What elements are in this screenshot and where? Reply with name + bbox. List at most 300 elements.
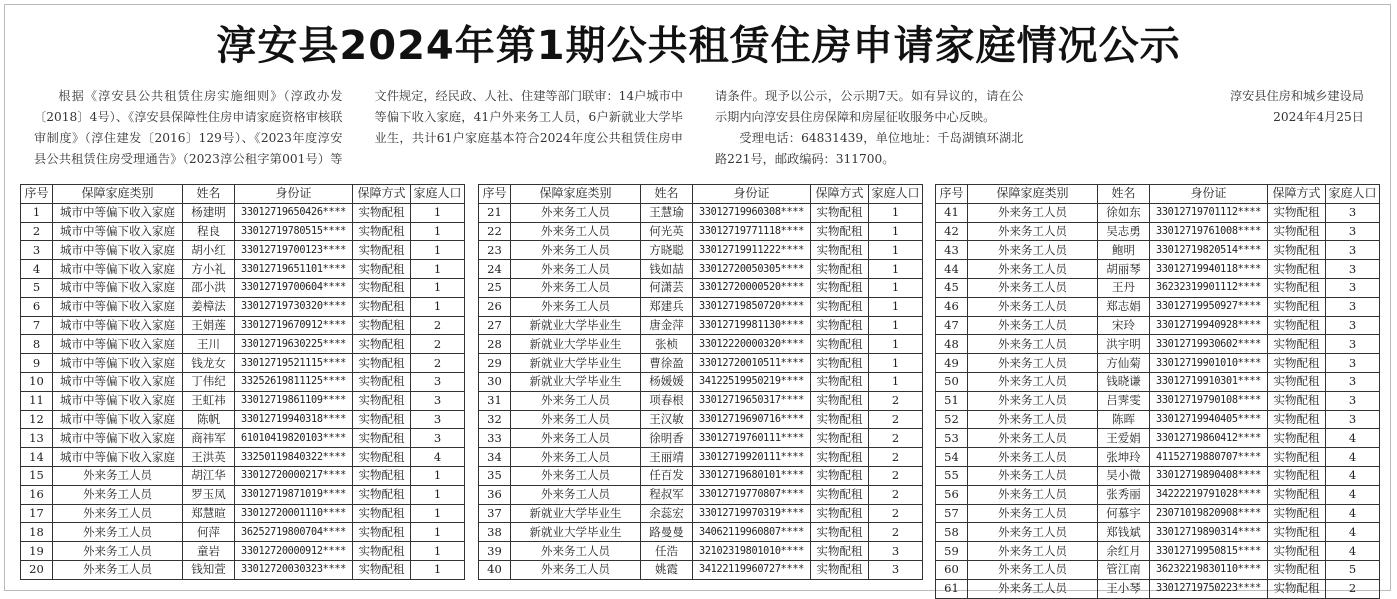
id-number-cell: 33012719651101****	[235, 260, 353, 279]
category-cell: 城市中等偏下收入家庭	[53, 278, 183, 297]
category-cell: 外来务工人员	[511, 222, 641, 241]
name-cell: 方晓聪	[641, 241, 693, 260]
name-cell: 王丽靖	[641, 448, 693, 467]
table-row	[21, 354, 465, 373]
household-size-cell: 2	[869, 504, 923, 523]
row-number: 30	[479, 372, 511, 391]
name-cell: 程良	[183, 222, 235, 241]
row-number: 22	[479, 222, 511, 241]
id-number-cell: 33012720010511****	[693, 354, 811, 373]
notice-text	[34, 86, 1364, 170]
id-number-cell: 33250119840322****	[235, 448, 353, 467]
category-cell: 城市中等偏下收入家庭	[53, 372, 183, 391]
column-header: 身份证	[1150, 185, 1268, 204]
household-size-cell: 2	[869, 466, 923, 485]
category-cell: 外来务工人员	[968, 523, 1098, 542]
household-size-cell: 3	[1326, 297, 1380, 316]
method-cell: 实物配租	[1268, 410, 1326, 429]
id-number-cell: 41152719880707****	[1150, 448, 1268, 467]
name-cell: 吴志勇	[1098, 222, 1150, 241]
row-number: 60	[936, 560, 968, 579]
category-cell: 外来务工人员	[968, 560, 1098, 579]
method-cell: 实物配租	[353, 523, 411, 542]
household-size-cell: 2	[869, 429, 923, 448]
method-cell: 实物配租	[353, 278, 411, 297]
household-size-cell: 3	[1326, 222, 1380, 241]
method-cell: 实物配租	[353, 222, 411, 241]
table-row	[479, 241, 923, 260]
category-cell: 城市中等偏下收入家庭	[53, 410, 183, 429]
column-header: 身份证	[693, 185, 811, 204]
row-number: 28	[479, 335, 511, 354]
table-row	[21, 466, 465, 485]
row-number: 14	[21, 448, 53, 467]
name-cell: 路曼曼	[641, 523, 693, 542]
id-number-cell: 33012719950815****	[1150, 542, 1268, 561]
table-row	[21, 504, 465, 523]
category-cell: 外来务工人员	[968, 203, 1098, 222]
name-cell: 方小礼	[183, 260, 235, 279]
household-size-cell: 3	[1326, 260, 1380, 279]
id-number-cell: 33012719700604****	[235, 278, 353, 297]
table-header-row	[479, 185, 923, 204]
household-size-cell: 4	[1326, 466, 1380, 485]
category-cell: 外来务工人员	[53, 560, 183, 579]
household-size-cell: 1	[411, 485, 465, 504]
column-header: 保障家庭类别	[511, 185, 641, 204]
category-cell: 外来务工人员	[511, 278, 641, 297]
table-row	[936, 335, 1380, 354]
household-size-cell: 3	[1326, 203, 1380, 222]
id-number-cell: 33012719521115****	[235, 354, 353, 373]
category-cell: 城市中等偏下收入家庭	[53, 260, 183, 279]
household-size-cell: 1	[411, 241, 465, 260]
method-cell: 实物配租	[811, 297, 869, 316]
id-number-cell: 33012719901010****	[1150, 354, 1268, 373]
table-row	[479, 542, 923, 561]
id-number-cell: 33012719780515****	[235, 222, 353, 241]
row-number: 48	[936, 335, 968, 354]
household-size-cell: 5	[1326, 560, 1380, 579]
row-number: 46	[936, 297, 968, 316]
category-cell: 外来务工人员	[511, 485, 641, 504]
method-cell: 实物配租	[353, 410, 411, 429]
method-cell: 实物配租	[353, 316, 411, 335]
category-cell: 城市中等偏下收入家庭	[53, 391, 183, 410]
method-cell: 实物配租	[811, 335, 869, 354]
method-cell: 实物配租	[1268, 222, 1326, 241]
name-cell: 童岩	[183, 542, 235, 561]
category-cell: 城市中等偏下收入家庭	[53, 448, 183, 467]
row-number: 40	[479, 560, 511, 579]
table-row	[21, 448, 465, 467]
household-size-cell: 4	[1326, 504, 1380, 523]
table-row	[479, 372, 923, 391]
row-number: 26	[479, 297, 511, 316]
name-cell: 胡丽琴	[1098, 260, 1150, 279]
id-number-cell: 33012719690716****	[693, 410, 811, 429]
category-cell: 城市中等偏下收入家庭	[53, 429, 183, 448]
row-number: 19	[21, 542, 53, 561]
method-cell: 实物配租	[353, 466, 411, 485]
method-cell: 实物配租	[1268, 372, 1326, 391]
table-row	[21, 316, 465, 335]
name-cell: 姜樟法	[183, 297, 235, 316]
method-cell: 实物配租	[1268, 579, 1326, 598]
name-cell: 胡江华	[183, 466, 235, 485]
household-size-cell: 1	[411, 222, 465, 241]
column-header: 家庭人口	[869, 185, 923, 204]
id-number-cell: 33012719770807****	[693, 485, 811, 504]
household-size-cell: 1	[869, 297, 923, 316]
row-number: 42	[936, 222, 968, 241]
id-number-cell: 33012719940405****	[1150, 410, 1268, 429]
row-number: 2	[21, 222, 53, 241]
method-cell: 实物配租	[1268, 466, 1326, 485]
category-cell: 城市中等偏下收入家庭	[53, 203, 183, 222]
id-number-cell: 33012720000217****	[235, 466, 353, 485]
household-size-cell: 3	[1326, 316, 1380, 335]
name-cell: 何萍	[183, 523, 235, 542]
household-size-cell: 3	[411, 429, 465, 448]
method-cell: 实物配租	[811, 429, 869, 448]
method-cell: 实物配租	[1268, 523, 1326, 542]
row-number: 35	[479, 466, 511, 485]
method-cell: 实物配租	[1268, 316, 1326, 335]
id-number-cell: 32102319801010****	[693, 542, 811, 561]
id-number-cell: 33012719890314****	[1150, 523, 1268, 542]
name-cell: 何潇芸	[641, 278, 693, 297]
id-number-cell: 33012719861109****	[235, 391, 353, 410]
id-number-cell: 33012719960308****	[693, 203, 811, 222]
name-cell: 钱知萱	[183, 560, 235, 579]
category-cell: 新就业大学毕业生	[511, 504, 641, 523]
row-number: 54	[936, 448, 968, 467]
table-header-row	[21, 185, 465, 204]
id-number-cell: 33012719820514****	[1150, 241, 1268, 260]
category-cell: 外来务工人员	[511, 203, 641, 222]
table-row	[479, 466, 923, 485]
category-cell: 外来务工人员	[968, 542, 1098, 561]
row-number: 32	[479, 410, 511, 429]
row-number: 52	[936, 410, 968, 429]
method-cell: 实物配租	[353, 391, 411, 410]
method-cell: 实物配租	[811, 241, 869, 260]
row-number: 53	[936, 429, 968, 448]
table-row	[936, 372, 1380, 391]
row-number: 36	[479, 485, 511, 504]
table-row	[479, 222, 923, 241]
column-header: 姓名	[183, 185, 235, 204]
method-cell: 实物配租	[1268, 354, 1326, 373]
id-number-cell: 33012720050305****	[693, 260, 811, 279]
id-number-cell: 33012719630225****	[235, 335, 353, 354]
table-row	[479, 297, 923, 316]
category-cell: 外来务工人员	[968, 448, 1098, 467]
row-number: 15	[21, 466, 53, 485]
row-number: 29	[479, 354, 511, 373]
name-cell: 余蕊宏	[641, 504, 693, 523]
column-header: 姓名	[1098, 185, 1150, 204]
name-cell: 杨媛媛	[641, 372, 693, 391]
name-cell: 徐如东	[1098, 203, 1150, 222]
table-row	[936, 410, 1380, 429]
household-size-cell: 1	[411, 260, 465, 279]
table-row	[936, 203, 1380, 222]
category-cell: 外来务工人员	[511, 297, 641, 316]
household-size-cell: 4	[1326, 448, 1380, 467]
category-cell: 外来务工人员	[511, 241, 641, 260]
table-row	[479, 354, 923, 373]
id-number-cell: 33012719650426****	[235, 203, 353, 222]
row-number: 34	[479, 448, 511, 467]
name-cell: 王洪英	[183, 448, 235, 467]
table-row	[936, 485, 1380, 504]
row-number: 3	[21, 241, 53, 260]
category-cell: 外来务工人员	[511, 391, 641, 410]
id-number-cell: 34222219791028****	[1150, 485, 1268, 504]
id-number-cell: 33012719970319****	[693, 504, 811, 523]
category-cell: 外来务工人员	[968, 241, 1098, 260]
id-number-cell: 33012719680101****	[693, 466, 811, 485]
row-number: 12	[21, 410, 53, 429]
row-number: 33	[479, 429, 511, 448]
column-header: 保障方式	[811, 185, 869, 204]
category-cell: 外来务工人员	[968, 579, 1098, 598]
table-row	[479, 448, 923, 467]
row-number: 11	[21, 391, 53, 410]
category-cell: 城市中等偏下收入家庭	[53, 297, 183, 316]
name-cell: 王虹祎	[183, 391, 235, 410]
column-header: 家庭人口	[1326, 185, 1380, 204]
id-number-cell: 34062119960807****	[693, 523, 811, 542]
name-cell: 吕霁雯	[1098, 391, 1150, 410]
row-number: 58	[936, 523, 968, 542]
household-size-cell: 4	[1326, 429, 1380, 448]
household-size-cell: 1	[869, 241, 923, 260]
table-row	[479, 429, 923, 448]
id-number-cell: 33012720000520****	[693, 278, 811, 297]
household-size-cell: 3	[1326, 372, 1380, 391]
method-cell: 实物配租	[811, 278, 869, 297]
table-row	[936, 297, 1380, 316]
method-cell: 实物配租	[353, 203, 411, 222]
id-number-cell: 33012719981130****	[693, 316, 811, 335]
category-cell: 新就业大学毕业生	[511, 372, 641, 391]
name-cell: 王小琴	[1098, 579, 1150, 598]
household-size-cell: 1	[869, 372, 923, 391]
method-cell: 实物配租	[1268, 429, 1326, 448]
household-size-cell: 3	[1326, 391, 1380, 410]
table-row	[936, 429, 1380, 448]
id-number-cell: 33012719910301****	[1150, 372, 1268, 391]
column-header: 保障家庭类别	[53, 185, 183, 204]
name-cell: 张桢	[641, 335, 693, 354]
id-number-cell: 33012719890408****	[1150, 466, 1268, 485]
table-row	[21, 523, 465, 542]
table-row	[936, 260, 1380, 279]
method-cell: 实物配租	[353, 241, 411, 260]
household-size-cell: 2	[869, 523, 923, 542]
row-number: 9	[21, 354, 53, 373]
household-size-cell: 2	[869, 485, 923, 504]
row-number: 1	[21, 203, 53, 222]
id-number-cell: 34122119960727****	[693, 560, 811, 579]
name-cell: 郑志娟	[1098, 297, 1150, 316]
table-row	[21, 297, 465, 316]
name-cell: 张秀丽	[1098, 485, 1150, 504]
household-size-cell: 1	[411, 278, 465, 297]
category-cell: 外来务工人员	[968, 429, 1098, 448]
category-cell: 城市中等偏下收入家庭	[53, 354, 183, 373]
name-cell: 王川	[183, 335, 235, 354]
household-size-cell: 3	[869, 542, 923, 561]
category-cell: 外来务工人员	[968, 335, 1098, 354]
category-cell: 外来务工人员	[53, 504, 183, 523]
category-cell: 新就业大学毕业生	[511, 523, 641, 542]
id-number-cell: 33012719771118****	[693, 222, 811, 241]
table-row	[479, 410, 923, 429]
id-number-cell: 61010419820103****	[235, 429, 353, 448]
name-cell: 张坤玲	[1098, 448, 1150, 467]
id-number-cell: 36232219830110****	[1150, 560, 1268, 579]
method-cell: 实物配租	[1268, 504, 1326, 523]
name-cell: 王娟莲	[183, 316, 235, 335]
household-size-cell: 2	[411, 335, 465, 354]
household-size-cell: 1	[411, 203, 465, 222]
method-cell: 实物配租	[1268, 297, 1326, 316]
method-cell: 实物配租	[811, 448, 869, 467]
method-cell: 实物配租	[811, 410, 869, 429]
method-cell: 实物配租	[811, 222, 869, 241]
table-row	[479, 203, 923, 222]
id-number-cell: 33012720000912****	[235, 542, 353, 561]
id-number-cell: 33012719650317****	[693, 391, 811, 410]
household-size-cell: 3	[1326, 241, 1380, 260]
table-row	[936, 354, 1380, 373]
category-cell: 城市中等偏下收入家庭	[53, 222, 183, 241]
name-cell: 钱龙女	[183, 354, 235, 373]
id-number-cell: 36232319901112****	[1150, 278, 1268, 297]
method-cell: 实物配租	[353, 335, 411, 354]
applicant-table-2	[478, 184, 923, 580]
method-cell: 实物配租	[811, 523, 869, 542]
id-number-cell: 33012719920111****	[693, 448, 811, 467]
id-number-cell: 33012719760111****	[693, 429, 811, 448]
name-cell: 任浩	[641, 542, 693, 561]
household-size-cell: 1	[869, 335, 923, 354]
row-number: 7	[21, 316, 53, 335]
row-number: 49	[936, 354, 968, 373]
name-cell: 陈帆	[183, 410, 235, 429]
table-row	[936, 523, 1380, 542]
name-cell: 吴小微	[1098, 466, 1150, 485]
table-row	[936, 316, 1380, 335]
row-number: 38	[479, 523, 511, 542]
id-number-cell: 33012719860412****	[1150, 429, 1268, 448]
table-row	[21, 410, 465, 429]
method-cell: 实物配租	[811, 560, 869, 579]
category-cell: 外来务工人员	[511, 466, 641, 485]
name-cell: 唐金萍	[641, 316, 693, 335]
row-number: 55	[936, 466, 968, 485]
category-cell: 外来务工人员	[511, 560, 641, 579]
category-cell: 外来务工人员	[968, 466, 1098, 485]
name-cell: 陈晖	[1098, 410, 1150, 429]
row-number: 37	[479, 504, 511, 523]
name-cell: 商祎军	[183, 429, 235, 448]
row-number: 43	[936, 241, 968, 260]
row-number: 5	[21, 278, 53, 297]
method-cell: 实物配租	[811, 372, 869, 391]
table-row	[21, 203, 465, 222]
row-number: 50	[936, 372, 968, 391]
method-cell: 实物配租	[353, 448, 411, 467]
row-number: 18	[21, 523, 53, 542]
name-cell: 方仙菊	[1098, 354, 1150, 373]
row-number: 56	[936, 485, 968, 504]
household-size-cell: 1	[411, 523, 465, 542]
method-cell: 实物配租	[811, 485, 869, 504]
household-size-cell: 1	[411, 542, 465, 561]
name-cell: 任百发	[641, 466, 693, 485]
method-cell: 实物配租	[353, 504, 411, 523]
table-row	[21, 241, 465, 260]
name-cell: 胡小红	[183, 241, 235, 260]
row-number: 25	[479, 278, 511, 297]
category-cell: 外来务工人员	[53, 466, 183, 485]
table-row	[21, 560, 465, 579]
applicant-table-3	[935, 184, 1380, 599]
table-row	[21, 485, 465, 504]
name-cell: 宋玲	[1098, 316, 1150, 335]
id-number-cell: 33012220000320****	[693, 335, 811, 354]
table-row	[936, 504, 1380, 523]
name-cell: 程叔军	[641, 485, 693, 504]
method-cell: 实物配租	[1268, 241, 1326, 260]
id-number-cell: 33012719761008****	[1150, 222, 1268, 241]
category-cell: 外来务工人员	[968, 260, 1098, 279]
household-size-cell: 4	[1326, 523, 1380, 542]
table-row	[21, 335, 465, 354]
table-row	[479, 560, 923, 579]
category-cell: 外来务工人员	[53, 542, 183, 561]
household-size-cell: 1	[869, 354, 923, 373]
row-number: 31	[479, 391, 511, 410]
household-size-cell: 4	[411, 448, 465, 467]
row-number: 16	[21, 485, 53, 504]
column-header: 保障方式	[353, 185, 411, 204]
household-size-cell: 3	[411, 391, 465, 410]
id-number-cell: 33012719670912****	[235, 316, 353, 335]
id-number-cell: 33012719750223****	[1150, 579, 1268, 598]
method-cell: 实物配租	[1268, 391, 1326, 410]
notice-body: 根据《淳安县公共租赁住房实施细则》（淳政办发〔2018〕4号）、《淳安县保障性住房申请家庭资格审核联审制度》（淳住建发〔2016〕129号）、《2023年度淳安县公共租赁住房受理通告》（2023淳公租字第001号）等文件规定，经民政、人社、住建等部门联审：14户城市中等偏下收入家庭，41户外来务工人员，6户新就业大学毕业生，共计61户家庭基本符合2024年度公共租赁住房申请条件。现予以公示，公示期7天。如有异议的，请在公示期内向淳安县住房保障和房屋征收服务中心反映。	[34, 89, 1024, 166]
method-cell: 实物配租	[353, 485, 411, 504]
id-number-cell: 33012720030323****	[235, 560, 353, 579]
name-cell: 徐明香	[641, 429, 693, 448]
row-number: 47	[936, 316, 968, 335]
method-cell: 实物配租	[1268, 335, 1326, 354]
method-cell: 实物配租	[811, 391, 869, 410]
household-size-cell: 3	[1326, 335, 1380, 354]
table-row	[479, 316, 923, 335]
method-cell: 实物配租	[353, 297, 411, 316]
method-cell: 实物配租	[1268, 448, 1326, 467]
name-cell: 洪宇明	[1098, 335, 1150, 354]
method-cell: 实物配租	[1268, 560, 1326, 579]
column-header: 身份证	[235, 185, 353, 204]
